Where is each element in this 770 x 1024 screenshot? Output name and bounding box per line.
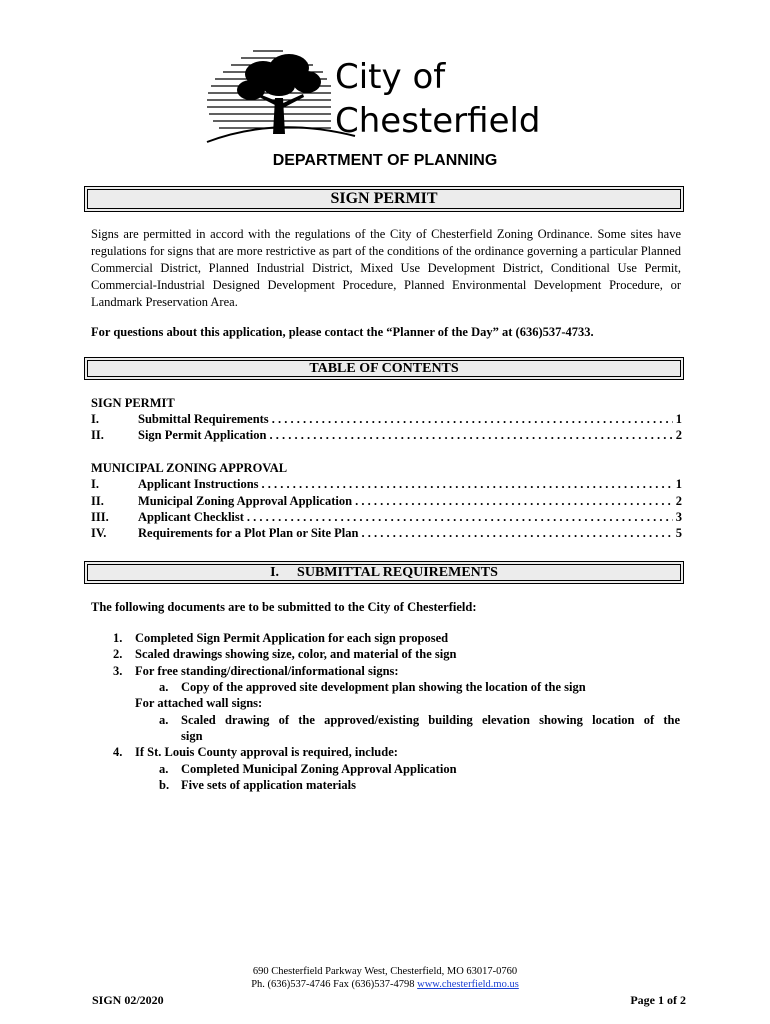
footer-phone: Ph. (636)537-4746 Fax (636)537-4798 xyxy=(251,979,415,990)
form-code: SIGN 02/2020 xyxy=(92,993,164,1007)
department-title: DEPARTMENT OF PLANNING xyxy=(272,152,498,169)
sign-permit-header: SIGN PERMIT xyxy=(84,186,684,212)
footer-address-block xyxy=(0,965,770,991)
submittal-intro: The following documents are to be submitted to the City of Chesterfield: xyxy=(91,600,477,614)
intro-paragraph: Signs are permitted in accord with the regulations of the City of Chesterfield Zoning Ordinance. Some sites have regulations for signs that are more restrictive as part of the conditions of the ordinance governing a particular Planned Commercial District, Planned Industrial District, Mixed Use Development District, Conditional Use Permit, Commercial-Industrial Designed Development Procedure, Planned Environmental Development Procedure, or Landmark Preservation Area. xyxy=(91,227,681,309)
tree-icon xyxy=(237,54,321,134)
list-item: 3. For free standing/directional/informational signs: xyxy=(113,664,399,678)
page-number: Page 1 of 2 xyxy=(630,993,686,1007)
list-subitem: a. Copy of the approved site development plan showing the location of the sign xyxy=(159,680,586,694)
footer-contact xyxy=(0,978,770,991)
city-logo xyxy=(205,46,575,146)
toc-entry: II. Municipal Zoning Approval Application . . . 2 xyxy=(91,494,682,510)
submittal-header: I. SUBMITTAL REQUIREMENTS xyxy=(84,561,684,584)
list-subitem: a. Completed Municipal Zoning Approval Application xyxy=(159,762,457,776)
toc-entry: II. Sign Permit Application . . . 2 xyxy=(91,428,682,444)
toc-header: TABLE OF CONTENTS xyxy=(84,357,684,380)
toc-section-heading: SIGN PERMIT xyxy=(91,396,175,410)
list-subitem: b. Five sets of application materials xyxy=(159,778,356,792)
contact-note: For questions about this application, please contact the “Planner of the Day” at (636)537-4733. xyxy=(91,325,594,339)
list-item: 2. Scaled drawings showing size, color, and material of the sign xyxy=(113,647,457,661)
toc-entry: III. Applicant Checklist . . . 3 xyxy=(91,510,682,526)
list-subitem-continuation: sign xyxy=(181,729,203,743)
toc-entry: I. Applicant Instructions . . . 1 xyxy=(91,477,682,493)
toc-entry: I. Submittal Requirements . . . 1 xyxy=(91,412,682,428)
list-item: 4. If St. Louis County approval is required, include: xyxy=(113,745,398,759)
logo-line1: City of xyxy=(335,57,446,97)
list-item: 1. Completed Sign Permit Application for each sign proposed xyxy=(113,631,449,645)
toc-section-heading: MUNICIPAL ZONING APPROVAL xyxy=(91,461,288,475)
website-link[interactable]: www.chesterfield.mo.us xyxy=(417,979,519,990)
toc-entry: IV. Requirements for a Plot Plan or Site Plan . . . 5 xyxy=(91,526,682,542)
footer-address: 690 Chesterfield Parkway West, Chesterfield, MO 63017-0760 xyxy=(252,966,518,977)
logo-line2: Chesterfield xyxy=(335,101,541,141)
list-subitem: a. Scaled drawing of the approved/existing building elevation showing location of the xyxy=(159,713,680,727)
list-item: For attached wall signs: xyxy=(135,696,263,710)
